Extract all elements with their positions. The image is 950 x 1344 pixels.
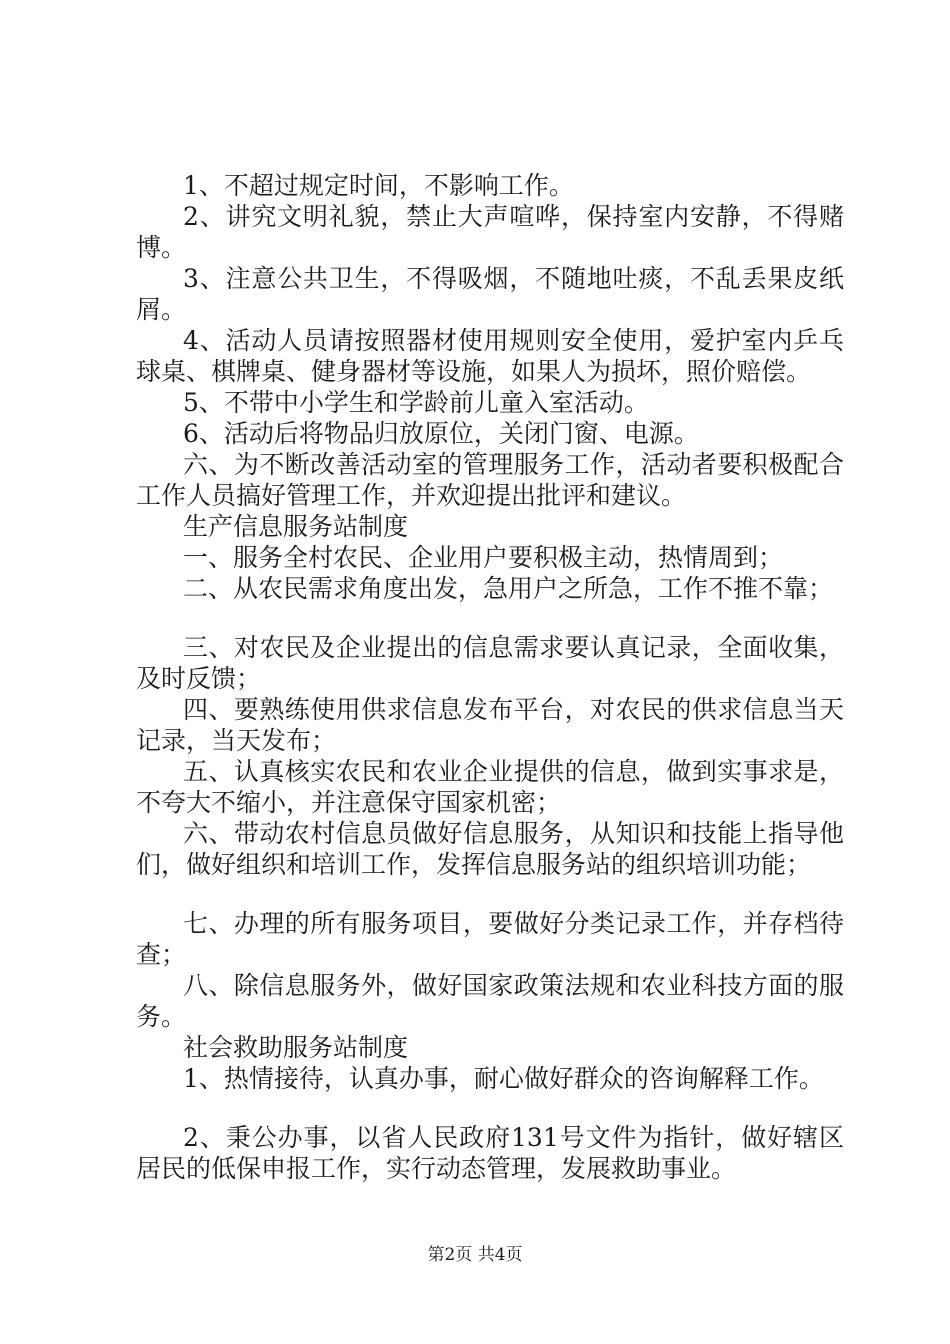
paragraph: 4、活动人员请按照器材使用规则安全使用，爱护室内乒乓球桌、棋牌桌、健身器材等设施，如果人为损坏，照价赔偿。 (136, 326, 844, 386)
paragraph-gap (136, 604, 844, 632)
paragraph: 2、讲究文明礼貌，禁止大声喧哗，保持室内安静，不得赌博。 (136, 202, 844, 262)
paragraph: 2、秉公办事，以省人民政府131号文件为指针，做好辖区居民的低保申报工作，实行动态管理，发展救助事业。 (136, 1123, 844, 1183)
paragraph: 1、热情接待，认真办事，耐心做好群众的咨询解释工作。 (183, 1064, 824, 1093)
paragraph: 3、注意公共卫生，不得吸烟，不随地吐痰，不乱丢果皮纸屑。 (136, 264, 844, 324)
section-heading: 社会救助服务站制度 (183, 1033, 409, 1062)
paragraph: 6、活动后将物品归放原位，关闭门窗、电源。 (183, 419, 699, 448)
paragraph: 一、服务全村农民、企业用户要积极主动，热情周到； (183, 543, 784, 572)
paragraph: 七、办理的所有服务项目，要做好分类记录工作，并存档待查； (136, 909, 844, 969)
paragraph: 五、认真核实农民和农业企业提供的信息，做到实事求是，不夸大不缩小，并注意保守国家机密； (136, 757, 844, 817)
paragraph: 六、为不断改善活动室的管理服务工作，活动者要积极配合工作人员搞好管理工作，并欢迎提出批评和建议。 (136, 450, 844, 510)
paragraph: 四、要熟练使用供求信息发布平台，对农民的供求信息当天记录，当天发布； (136, 695, 844, 755)
paragraph-gap (136, 1094, 844, 1122)
document-body (136, 170, 844, 1184)
paragraph: 5、不带中小学生和学龄前儿童入室活动。 (183, 388, 649, 417)
paragraph-gap (136, 880, 844, 908)
paragraph: 三、对农民及企业提出的信息需求要认真记录，全面收集，及时反馈； (136, 633, 844, 693)
paragraph: 1、不超过规定时间，不影响工作。 (183, 171, 574, 200)
page-number-footer: 第2页 共4页 (427, 1245, 523, 1265)
paragraph: 八、除信息服务外，做好国家政策法规和农业科技方面的服务。 (136, 971, 844, 1031)
paragraph: 二、从农民需求角度出发，急用户之所急，工作不推不靠； (183, 574, 834, 603)
paragraph: 六、带动农村信息员做好信息服务，从知识和技能上指导他们，做好组织和培训工作，发挥信息服务站的组织培训功能； (136, 819, 844, 879)
section-heading: 生产信息服务站制度 (183, 512, 409, 541)
